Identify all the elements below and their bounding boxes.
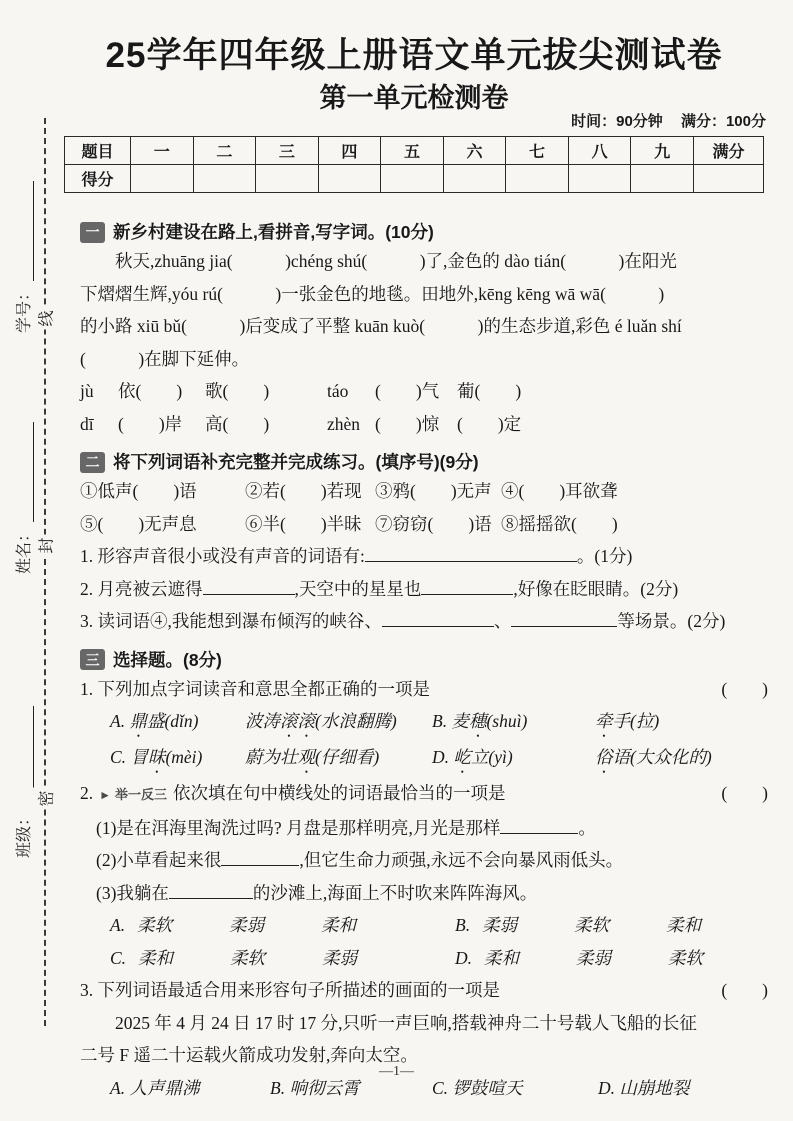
fill-item: 依( ) [118,381,183,401]
option-label: D. [455,947,473,968]
idiom-term: ⑦窃窃( )语 [375,513,492,534]
option-word: 柔和 [666,915,702,935]
score-table-header-cell: 一 [131,137,194,165]
term-text: 冒 [130,747,148,767]
sub-question-line [80,877,768,910]
term-emphasized: 俗 [595,747,613,767]
idiom-term: ④( )耳欲聋 [501,481,618,501]
option-label: C. [110,947,127,968]
pinyin-paragraph-line: 秋天,zhuāng jia( )chéng shú( )了,金色的 dào tián( )在阳光 [115,251,677,271]
term-text: 麦 [451,711,469,731]
score-empty-cell [381,165,444,193]
page-title: 25学年四年级上册语文单元拔尖测试卷 [105,36,723,75]
option-item [245,705,432,741]
option-word: 柔软 [230,947,266,968]
answer-parens: ( ) [721,678,768,699]
page-number: —1— [379,1064,414,1079]
question-line [80,605,768,638]
answer-parens: ( ) [721,980,768,1000]
sub-question-line [80,844,768,877]
choice-options-row [80,942,768,975]
idiom-term: ①低声( )语 [80,481,197,501]
option-item: B. 响彻云霄 [270,1077,360,1098]
name-label: 姓名： [16,525,33,574]
idiom-terms-row [80,508,768,541]
term-emphasized: 牵 [595,711,613,731]
score-empty-cell [568,165,631,193]
section-one-header [80,219,768,245]
idiom-term: ⑤( )无声息 [80,513,197,534]
term-text: 手(拉) [612,711,660,731]
reading-paragraph-line: 二号 F 遥二十运载火箭成功发射,奔向太空。 [80,1045,418,1065]
class-label: 班级： [16,809,33,858]
term-text: 波涛 [245,711,280,731]
option-item [595,741,768,777]
option-word: 柔弱 [576,947,612,968]
score-table-header-cell: 三 [256,137,319,165]
question-text: 的沙滩上,海面上不时吹来阵阵海风。 [252,882,538,903]
term-emphasized: 穗 [468,711,487,731]
fill-item: ( )定 [457,413,522,434]
question-text: 2. 月亮被云遮得 [80,578,203,599]
pinyin-cue: táo [327,381,349,401]
score-table [64,136,764,193]
question-text-group [80,777,506,812]
answer-blank [382,606,494,627]
sub-question-line [80,812,768,845]
pinyin-cue: jù [80,381,94,401]
answer-parens: ( ) [721,783,768,803]
idiom-terms-row [80,475,768,508]
choice-options-row [80,705,768,741]
pinyin-fill-row [80,408,768,441]
question-text: 3. 读词语④,我能想到瀑布倾泻的峡谷、 [80,611,382,631]
question-text: ,天空中的星星也 [294,578,422,599]
term-text: (shuì) [486,711,528,731]
score-table-header-row [65,137,764,165]
seal-char-feng: 封 [33,535,58,557]
paper-content [80,219,768,1104]
option-item [110,705,245,741]
page-subtitle: 第一单元检测卷 [319,83,509,113]
term-emphasized: 鼎 [129,711,147,731]
score-table-header-cell: 七 [506,137,569,165]
term-emphasized: 滚滚 [280,711,315,731]
answer-blank [169,878,253,899]
question-text: 1. 下列加点字词读音和意思全都正确的一项是 [80,678,430,699]
question-text: (2)小草看起来很 [96,850,222,870]
question-line [80,540,768,573]
score-table-header-cell: 四 [318,137,381,165]
score-table-header-cell: 九 [631,137,694,165]
score-empty-cell [131,165,194,193]
option-word: 柔软 [137,915,173,935]
student-id-field [10,163,34,333]
idiom-term: ⑥半( )半昧 [245,513,362,534]
score-empty-cell [443,165,506,193]
score-empty-cell [256,165,319,193]
exam-meta [557,110,766,131]
option-word: 柔软 [574,915,610,935]
option-item [455,942,768,975]
option-label: A. [110,711,126,731]
term-text: 语(大众化的) [612,747,712,767]
section-number-badge: 二 [80,452,105,473]
score-table-header-cell: 满分 [694,137,764,165]
option-word: 柔弱 [229,915,265,935]
answer-blank [365,541,577,562]
score-empty-cell [318,165,381,193]
option-word: 柔和 [484,947,520,968]
choice-options-row [80,909,768,942]
question-text: (3)我躺在 [96,882,169,903]
idiom-term: ⑧摇摇欲( ) [501,513,618,534]
full-score: 满分：100分 [680,113,766,130]
term-text: (仔细看) [315,747,380,767]
juyifansan-badge: 举一反三 [115,787,168,802]
seal-char-mi: 密 [33,788,58,810]
option-item: A. 人声鼎沸 [110,1077,200,1098]
choice-question-stem [80,777,768,812]
section-number-badge: 三 [80,649,105,670]
score-table-header-cell: 二 [193,137,256,165]
question-text: 。(1分) [576,546,633,566]
idiom-term: ②若( )若现 [245,481,362,501]
pinyin-fill-row [80,375,768,408]
term-text: 盛(dǐn) [146,711,199,731]
option-item [110,942,455,975]
question-line [80,573,768,606]
name-writein-line [15,422,34,522]
score-empty-cell [631,165,694,193]
score-empty-cell [506,165,569,193]
fill-item: 葡( ) [457,381,522,401]
score-table-header-cell: 题目 [65,137,131,165]
option-item [432,741,595,777]
question-number: 2. [80,783,94,803]
section-three-header [80,647,768,673]
answer-blank [203,574,295,595]
score-table-header-cell: 八 [568,137,631,165]
option-item [110,741,245,777]
question-text: 3. 下列词语最适合用来形容句子所描述的画面的一项是 [80,980,500,1000]
fill-item: ( )惊 [375,413,440,434]
pinyin-paragraph-line: 下熠熠生辉,yóu rú( )一张金色的地毯。田地外,kēng kēng wā wā( ) [80,283,665,304]
option-word: 柔和 [321,915,357,935]
question-text: 、 [493,611,512,631]
choice-question-stem [80,673,768,706]
option-item: D. 山崩地裂 [598,1077,690,1098]
question-text: ,但它生命力顽强,永远不会向暴风雨低头。 [299,850,624,870]
time-limit: 时间：90分钟 [571,113,663,130]
term-emphasized: 屹 [453,747,471,767]
section-one-title: 新乡村建设在路上,看拼音,写字词。(10分) [113,222,434,242]
option-word: 柔软 [668,947,704,968]
fill-item: 高( ) [205,413,270,434]
question-text: ,好像在眨眼睛。(2分) [513,578,679,599]
score-label-cell: 得分 [65,165,131,193]
option-label: C. [110,747,127,767]
answer-blank [511,606,617,627]
pinyin-paragraph-line: ( )在脚下延伸。 [80,348,250,369]
answer-blank [221,845,299,866]
score-table-score-row [65,165,764,193]
pinyin-cue: dī [80,413,94,434]
question-text: (1)是在洱海里淘洗过吗? 月盘是那样明亮,月光是那样 [96,817,501,838]
pinyin-cue: zhèn [327,413,361,434]
option-item [432,705,595,741]
section-three-title: 选择题。(8分) [113,649,222,670]
question-text: 1. 形容声音很小或没有声音的词语有: [80,546,365,566]
choice-question-stem [80,974,768,1007]
section-number-badge: 一 [80,222,105,243]
term-emphasized: 观 [297,747,315,767]
question-text: 。 [578,817,596,838]
class-writein-line [15,706,34,806]
option-label: B. [455,915,471,935]
main-column [60,34,768,1104]
term-text: 蔚为壮 [245,747,298,767]
score-table-header-cell: 五 [381,137,444,165]
seal-char-line: 线 [33,308,58,330]
student-id-label: 学号： [16,284,33,333]
score-empty-cell [694,165,764,193]
option-item [110,909,455,942]
option-label: D. [432,747,450,767]
option-word: 柔弱 [482,915,518,935]
score-empty-cell [193,165,256,193]
option-item [245,741,432,777]
section-two-title: 将下列词语补充完整并完成练习。(填序号)(9分) [113,452,479,472]
question-text: 依次填在句中横线处的词语最恰当的一项是 [173,783,506,803]
pinyin-paragraph-line: 的小路 xiū bǔ( )后变成了平整 kuān kuò( )的生态步道,彩色 é luǎn shí [80,316,682,336]
score-table-header-cell: 六 [443,137,506,165]
fill-item: ( )气 [375,381,440,401]
answer-blank [421,574,513,595]
reading-paragraph-line: 2025 年 4 月 24 日 17 时 17 分,只听一声巨响,搭载神舟二十号载人飞船的长征 [115,1012,697,1033]
idiom-term: ③鸦( )无声 [375,481,492,501]
option-word: 柔弱 [322,947,358,968]
choice-options-row [80,741,768,777]
arrow-right-icon: ► [99,788,112,802]
class-field [10,688,34,858]
section-two-header [80,449,768,475]
seal-dashed-line [44,118,46,1026]
student-id-writein-line [15,181,34,281]
term-emphasized: 昧 [147,747,166,767]
option-item: C. 锣鼓喧天 [432,1077,523,1098]
term-text: (水浪翻腾) [315,711,397,731]
question-text: 等场景。(2分) [617,611,726,631]
fill-item: 歌( ) [205,381,270,401]
name-field [10,404,34,574]
fill-item: ( )岸 [118,413,183,434]
option-item [455,909,768,942]
term-text: (mèi) [165,747,203,767]
option-word: 柔和 [138,947,174,968]
option-label: A. [110,915,126,935]
option-label: B. [432,711,448,731]
option-item [595,705,768,741]
answer-blank [500,813,578,834]
term-text: 立(yì) [470,747,513,767]
